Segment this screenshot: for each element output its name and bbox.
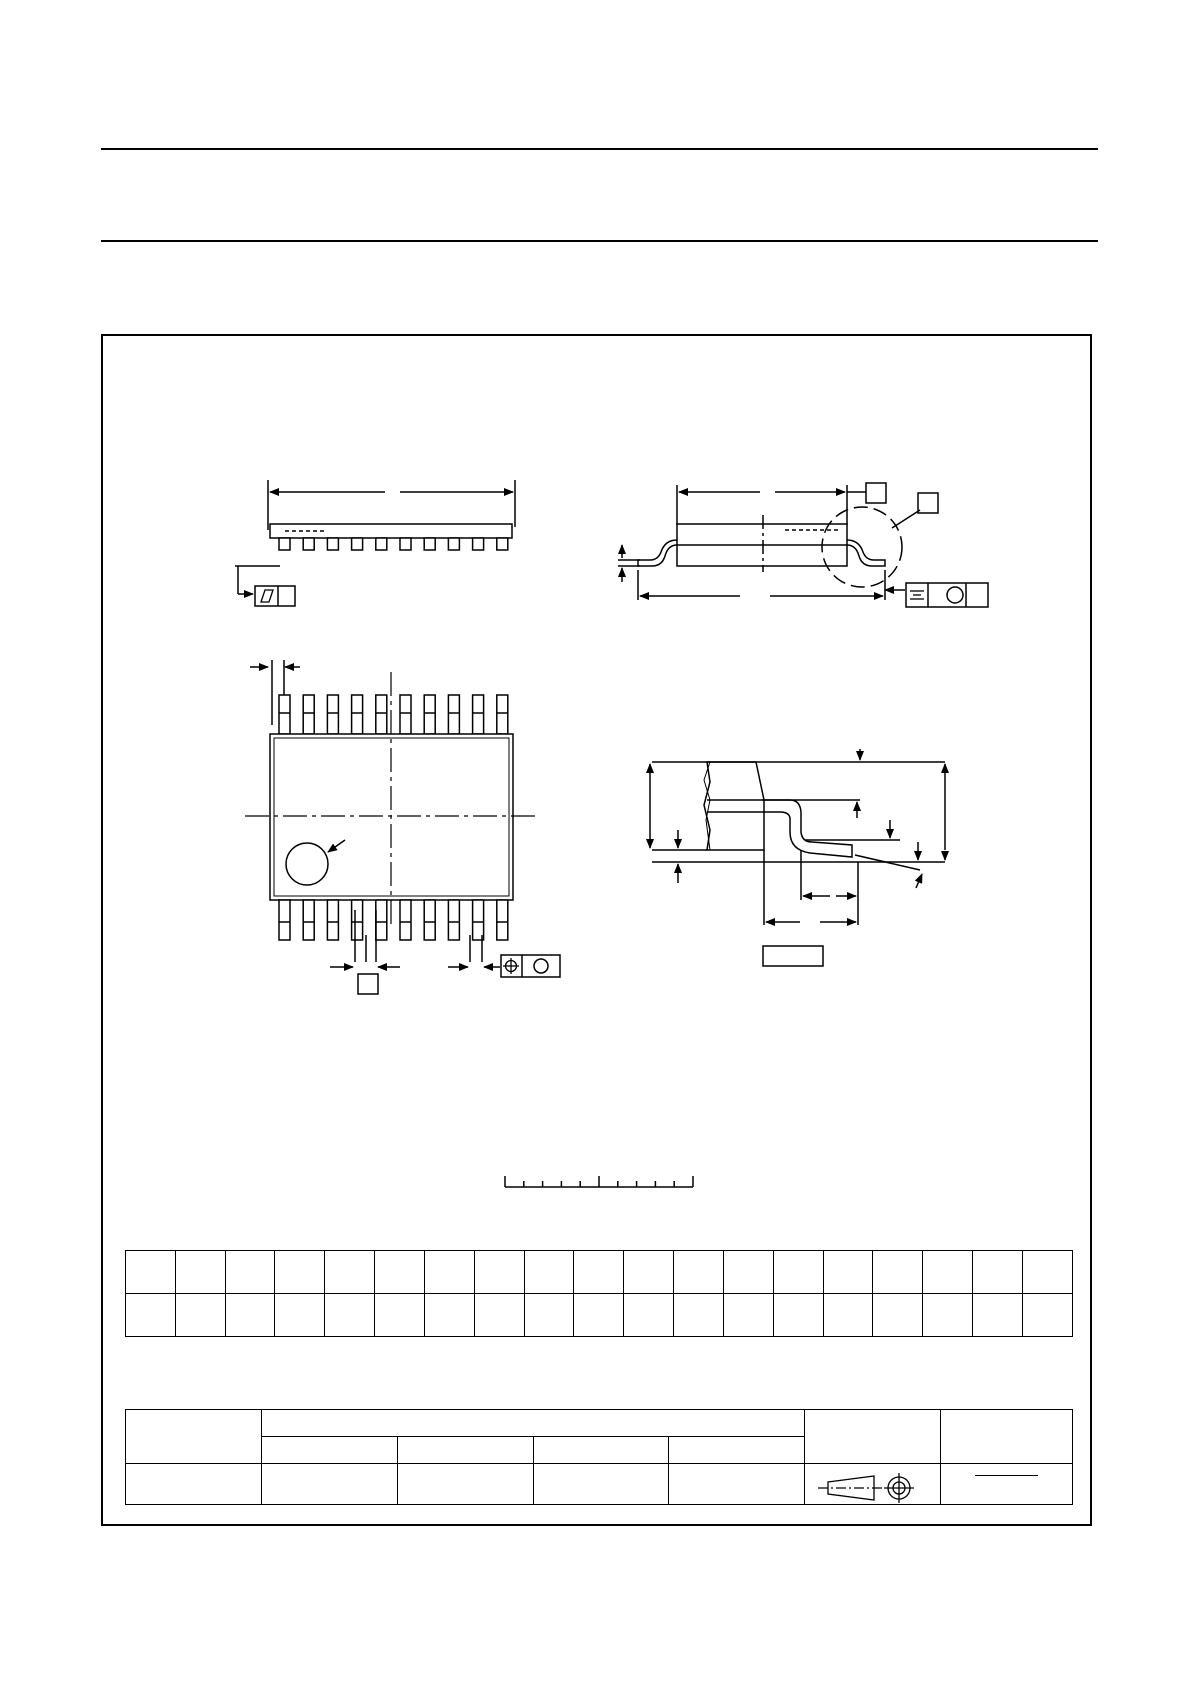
dimension-cell — [524, 1294, 574, 1337]
dimension-cell — [325, 1294, 375, 1337]
dimension-row — [126, 1294, 1073, 1337]
dimension-cell — [773, 1251, 823, 1294]
dimension-cell — [873, 1294, 923, 1337]
iec-value-cell — [261, 1464, 397, 1505]
dimension-cell — [375, 1251, 425, 1294]
side-lead — [497, 538, 508, 550]
dimension-cell — [1022, 1294, 1072, 1337]
reference-jeita-cell — [533, 1437, 669, 1464]
top-lead — [424, 695, 435, 734]
top-lead — [497, 695, 508, 734]
dimension-cell — [126, 1294, 176, 1337]
dimension-cell — [225, 1294, 275, 1337]
dimension-cell — [1022, 1251, 1072, 1294]
dimension-cell — [175, 1251, 225, 1294]
dimension-cell — [474, 1294, 524, 1337]
dimension-cell — [674, 1251, 724, 1294]
dimension-cell — [275, 1251, 325, 1294]
dimension-cell — [424, 1294, 474, 1337]
outline-value-cell — [126, 1464, 262, 1505]
bottom-lead — [448, 900, 459, 940]
side-lead — [327, 538, 338, 550]
dimension-cell — [424, 1251, 474, 1294]
outline-version-cell — [126, 1410, 262, 1464]
bottom-lead — [473, 900, 484, 940]
projection-value-cell — [805, 1464, 941, 1505]
dimension-cell — [474, 1251, 524, 1294]
side-lead — [376, 538, 387, 550]
side-lead — [473, 538, 484, 550]
top-lead — [279, 695, 290, 734]
side-view — [235, 480, 515, 606]
dimension-cell — [624, 1294, 674, 1337]
dimension-cell — [723, 1294, 773, 1337]
top-lead — [303, 695, 314, 734]
dimension-cell — [823, 1294, 873, 1337]
dimension-cell — [225, 1251, 275, 1294]
dimension-cell — [126, 1251, 176, 1294]
detail-view — [650, 749, 945, 966]
dimension-cell — [574, 1294, 624, 1337]
issue-date-header-cell — [941, 1410, 1073, 1464]
dimension-cell — [524, 1251, 574, 1294]
side-lead — [448, 538, 459, 550]
jedec-value-cell — [397, 1464, 533, 1505]
dimension-row — [126, 1251, 1073, 1294]
dimension-cell — [973, 1294, 1023, 1337]
top-lead — [376, 695, 387, 734]
bottom-lead — [279, 900, 290, 940]
end-view — [618, 483, 988, 607]
side-lead — [424, 538, 435, 550]
reference-jedec-cell — [397, 1437, 533, 1464]
bottom-lead — [424, 900, 435, 940]
jeita-value-cell — [533, 1464, 669, 1505]
dimension-cell — [773, 1294, 823, 1337]
top-lead — [352, 695, 363, 734]
top-view — [245, 660, 560, 994]
dimension-cell — [275, 1294, 325, 1337]
top-lead — [400, 695, 411, 734]
dimension-cell — [823, 1251, 873, 1294]
blank-value-cell — [669, 1464, 805, 1505]
dimension-cell — [973, 1251, 1023, 1294]
dimension-cell — [923, 1251, 973, 1294]
scale-bar — [505, 1176, 693, 1187]
side-lead — [303, 538, 314, 550]
bottom-lead — [400, 900, 411, 940]
references-header-cell — [261, 1410, 804, 1437]
dimension-cell — [175, 1294, 225, 1337]
dimension-cell — [923, 1294, 973, 1337]
outline-version-table — [125, 1409, 1073, 1505]
dimension-cell — [574, 1251, 624, 1294]
bottom-lead — [327, 900, 338, 940]
projection-header-cell — [805, 1410, 941, 1464]
side-lead — [279, 538, 290, 550]
top-lead — [327, 695, 338, 734]
bottom-lead — [303, 900, 314, 940]
dimension-cell — [325, 1251, 375, 1294]
dimension-cell — [674, 1294, 724, 1337]
bottom-lead — [352, 900, 363, 940]
dimension-cell — [375, 1294, 425, 1337]
side-lead — [352, 538, 363, 550]
issue-date-value-cell — [941, 1464, 1073, 1505]
top-lead — [448, 695, 459, 734]
side-lead — [400, 538, 411, 550]
dimension-cell — [624, 1251, 674, 1294]
bottom-lead — [497, 900, 508, 940]
reference-blank-cell — [669, 1437, 805, 1464]
dimension-table — [125, 1250, 1073, 1337]
issue-date-rule — [975, 1475, 1038, 1476]
bottom-lead — [376, 900, 387, 940]
dimension-cell — [873, 1251, 923, 1294]
dimension-cell — [723, 1251, 773, 1294]
top-lead — [473, 695, 484, 734]
reference-iec-cell — [261, 1437, 397, 1464]
